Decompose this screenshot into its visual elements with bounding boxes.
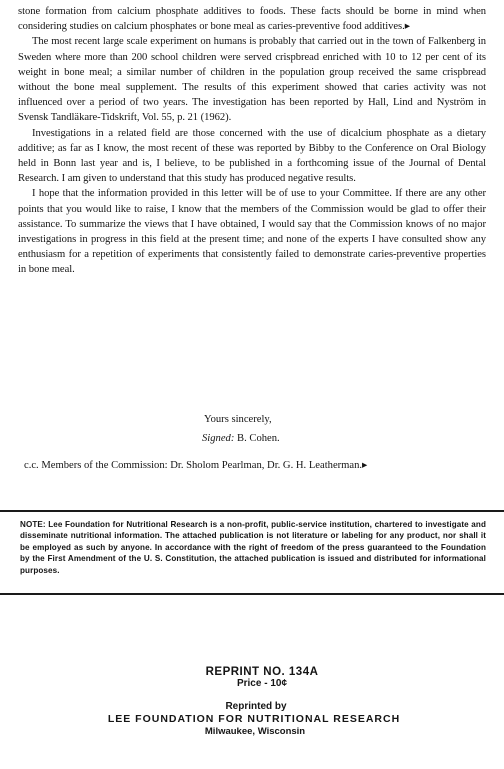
letter-paragraph: I hope that the information provided in this letter will be of use to your Committee. If there are any other points that you would like to raise, I know that the members of the Commission would be glad to offer their assistance. To summarize the views that I have obtained, I would say that the Commission knows of no major investigations in progress in this field at the present time; and none of the experts I have consulted show any enthusiasm for a repetition of experiments that consistently failed to demonstrate caries-preventive properties in bone meal. xyxy=(18,188,486,276)
letter-closing xyxy=(18,412,486,474)
notice-top-divider xyxy=(0,510,504,512)
notice-bottom-divider xyxy=(0,593,504,595)
closing-salutation: Yours sincerely, xyxy=(204,414,272,425)
signer-name: B. Cohen. xyxy=(237,433,280,445)
reprint-number: REPRINT NO. 134A xyxy=(205,666,319,678)
reprint-block xyxy=(0,666,504,737)
publisher-name: LEE FOUNDATION FOR NUTRITIONAL RESEARCH xyxy=(107,713,401,725)
signature-line xyxy=(202,431,486,446)
reprinted-by-label: Reprinted by xyxy=(225,701,287,712)
letter-paragraph: The most recent large scale experiment on humans is probably that carried out in the town of Falkenberg in Sweden where more than 200 school children were served crispbread enriched with 10 to 12 per cent of its weight in bone meal; a similar number of children in the population group received the same crispbread without the bone meal supplement. The results of this experiment showed that caries activity was not influenced over a period of two years. The investigation has been reported by Hall, Lind and Nyström in Svensk Tandläkare-Tidskrift, Vol. 55, p. 21 (1962). xyxy=(18,36,486,124)
reprint-price: Price - 10¢ xyxy=(236,678,288,689)
publisher-location: Milwaukee, Wisconsin xyxy=(204,726,306,737)
foundation-notice: NOTE: Lee Foundation for Nutritional Research is a non-profit, public-service institution, chartered to investigate and disseminate nutritional information. The attached publication is not literature or labeling for any product, nor shall it be employed as such by anyone. In accordance with the right of freedom of the press guaranteed to the Foundation by the First Amendment of the U. S. Constitution, the attached publication is issued and distributed for informational purposes. xyxy=(20,520,486,575)
signed-label: Signed: xyxy=(202,433,235,445)
letter-paragraph: Investigations in a related field are those concerned with the use of dicalcium phosphate as a dietary additive; as far as I know, the most recent of these was reported by Bibby to the Conference on Oral Biology held in Bonn last year and is, I believe, to be published in a forthcoming issue of the Journal of Dental Research. I am given to understand that this study has produced negative results. xyxy=(18,127,486,185)
letter-body xyxy=(18,4,486,278)
letter-paragraph: stone formation from calcium phosphate additives to foods. These facts should be borne in mind when considering studies on calcium phosphates or bone meal as caries-preventive food additives.▸ xyxy=(18,6,486,33)
carbon-copy-line: c.c. Members of the Commission: Dr. Sholom Pearlman, Dr. G. H. Leatherman.▸ xyxy=(24,460,368,472)
